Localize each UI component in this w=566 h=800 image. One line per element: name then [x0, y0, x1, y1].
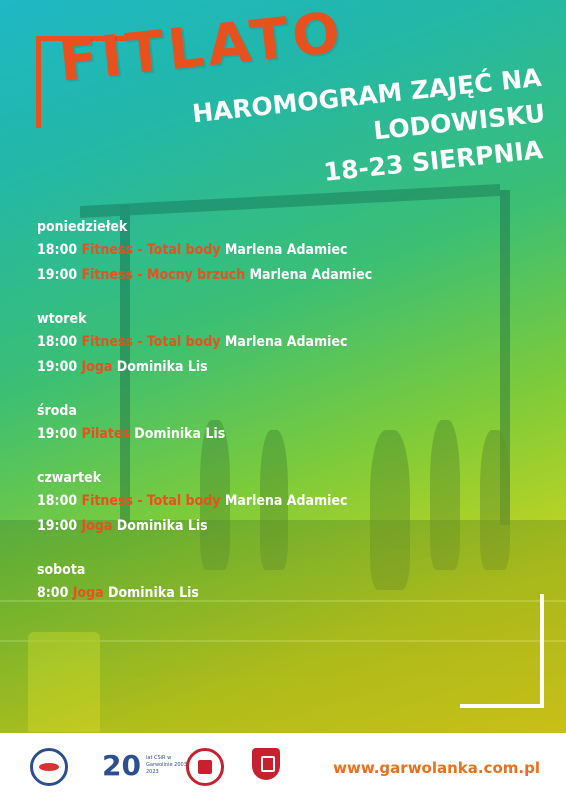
day-block-tuesday	[37, 308, 537, 380]
brand-title: FITLATO	[56, 0, 348, 95]
schedule-entry	[37, 355, 537, 380]
entry-time: 18:00	[37, 493, 78, 509]
title-line-2: 18-23 SIERPNIA	[322, 135, 545, 187]
entry-trainer: Marlena Adamiec	[249, 267, 373, 283]
website-link[interactable]: www.garwolanka.com.pl	[333, 759, 540, 777]
entry-trainer: Dominika Lis	[107, 585, 199, 601]
entry-class: Joga	[81, 518, 113, 534]
entry-trainer: Marlena Adamiec	[224, 334, 348, 350]
schedule-entry	[37, 263, 537, 288]
entry-time: 19:00	[37, 426, 78, 442]
day-name: czwartek	[37, 470, 102, 486]
centrum-garwolin-logo-icon	[186, 748, 224, 786]
day-block-saturday	[37, 559, 537, 606]
entry-class: Fitness - Total body	[81, 493, 221, 509]
schedule-entry	[37, 581, 537, 606]
frame-corner-top-left	[36, 36, 41, 128]
schedule	[37, 216, 537, 626]
entry-class: Joga	[72, 585, 104, 601]
entry-time: 18:00	[37, 334, 78, 350]
day-name: wtorek	[37, 311, 87, 327]
entry-trainer: Dominika Lis	[134, 426, 226, 442]
csir-anniversary-logo-icon	[102, 749, 192, 783]
entry-trainer: Dominika Lis	[116, 518, 208, 534]
day-block-thursday	[37, 467, 537, 539]
trash-bin	[28, 632, 100, 732]
frame-corner-bottom-right	[460, 704, 544, 708]
day-block-wednesday	[37, 400, 537, 447]
coat-of-arms-icon	[252, 748, 280, 780]
csir-caption: lat CSiR w Garwolinie 2003-2023	[146, 755, 189, 775]
entry-time: 19:00	[37, 267, 78, 283]
day-block-monday	[37, 216, 537, 288]
schedule-entry	[37, 238, 537, 263]
entry-time: 19:00	[37, 518, 78, 534]
entry-time: 19:00	[37, 359, 78, 375]
schedule-entry	[37, 422, 537, 447]
entry-class: Joga	[81, 359, 113, 375]
schedule-entry	[37, 514, 537, 539]
frame-corner-bottom-right	[540, 594, 544, 708]
footer	[0, 733, 566, 800]
garwolanka-logo-icon	[30, 748, 68, 786]
entry-class: Fitness - Total body	[81, 334, 221, 350]
schedule-entry	[37, 489, 537, 514]
entry-trainer: Dominika Lis	[116, 359, 208, 375]
title-line-1: HAROMOGRAM ZAJĘĆ NA LODOWISKU	[190, 62, 547, 146]
schedule-entry	[37, 330, 537, 355]
entry-class: Fitness - Total body	[81, 242, 221, 258]
entry-class: Fitness - Mocny brzuch	[81, 267, 246, 283]
day-name: sobota	[37, 562, 86, 578]
day-name: poniedziełek	[37, 219, 128, 235]
entry-trainer: Marlena Adamiec	[224, 493, 348, 509]
day-name: środa	[37, 403, 77, 419]
csir-number: 20	[102, 749, 141, 782]
entry-time: 18:00	[37, 242, 78, 258]
entry-time: 8:00	[37, 585, 69, 601]
entry-trainer: Marlena Adamiec	[224, 242, 348, 258]
entry-class: Pilates	[81, 426, 130, 442]
